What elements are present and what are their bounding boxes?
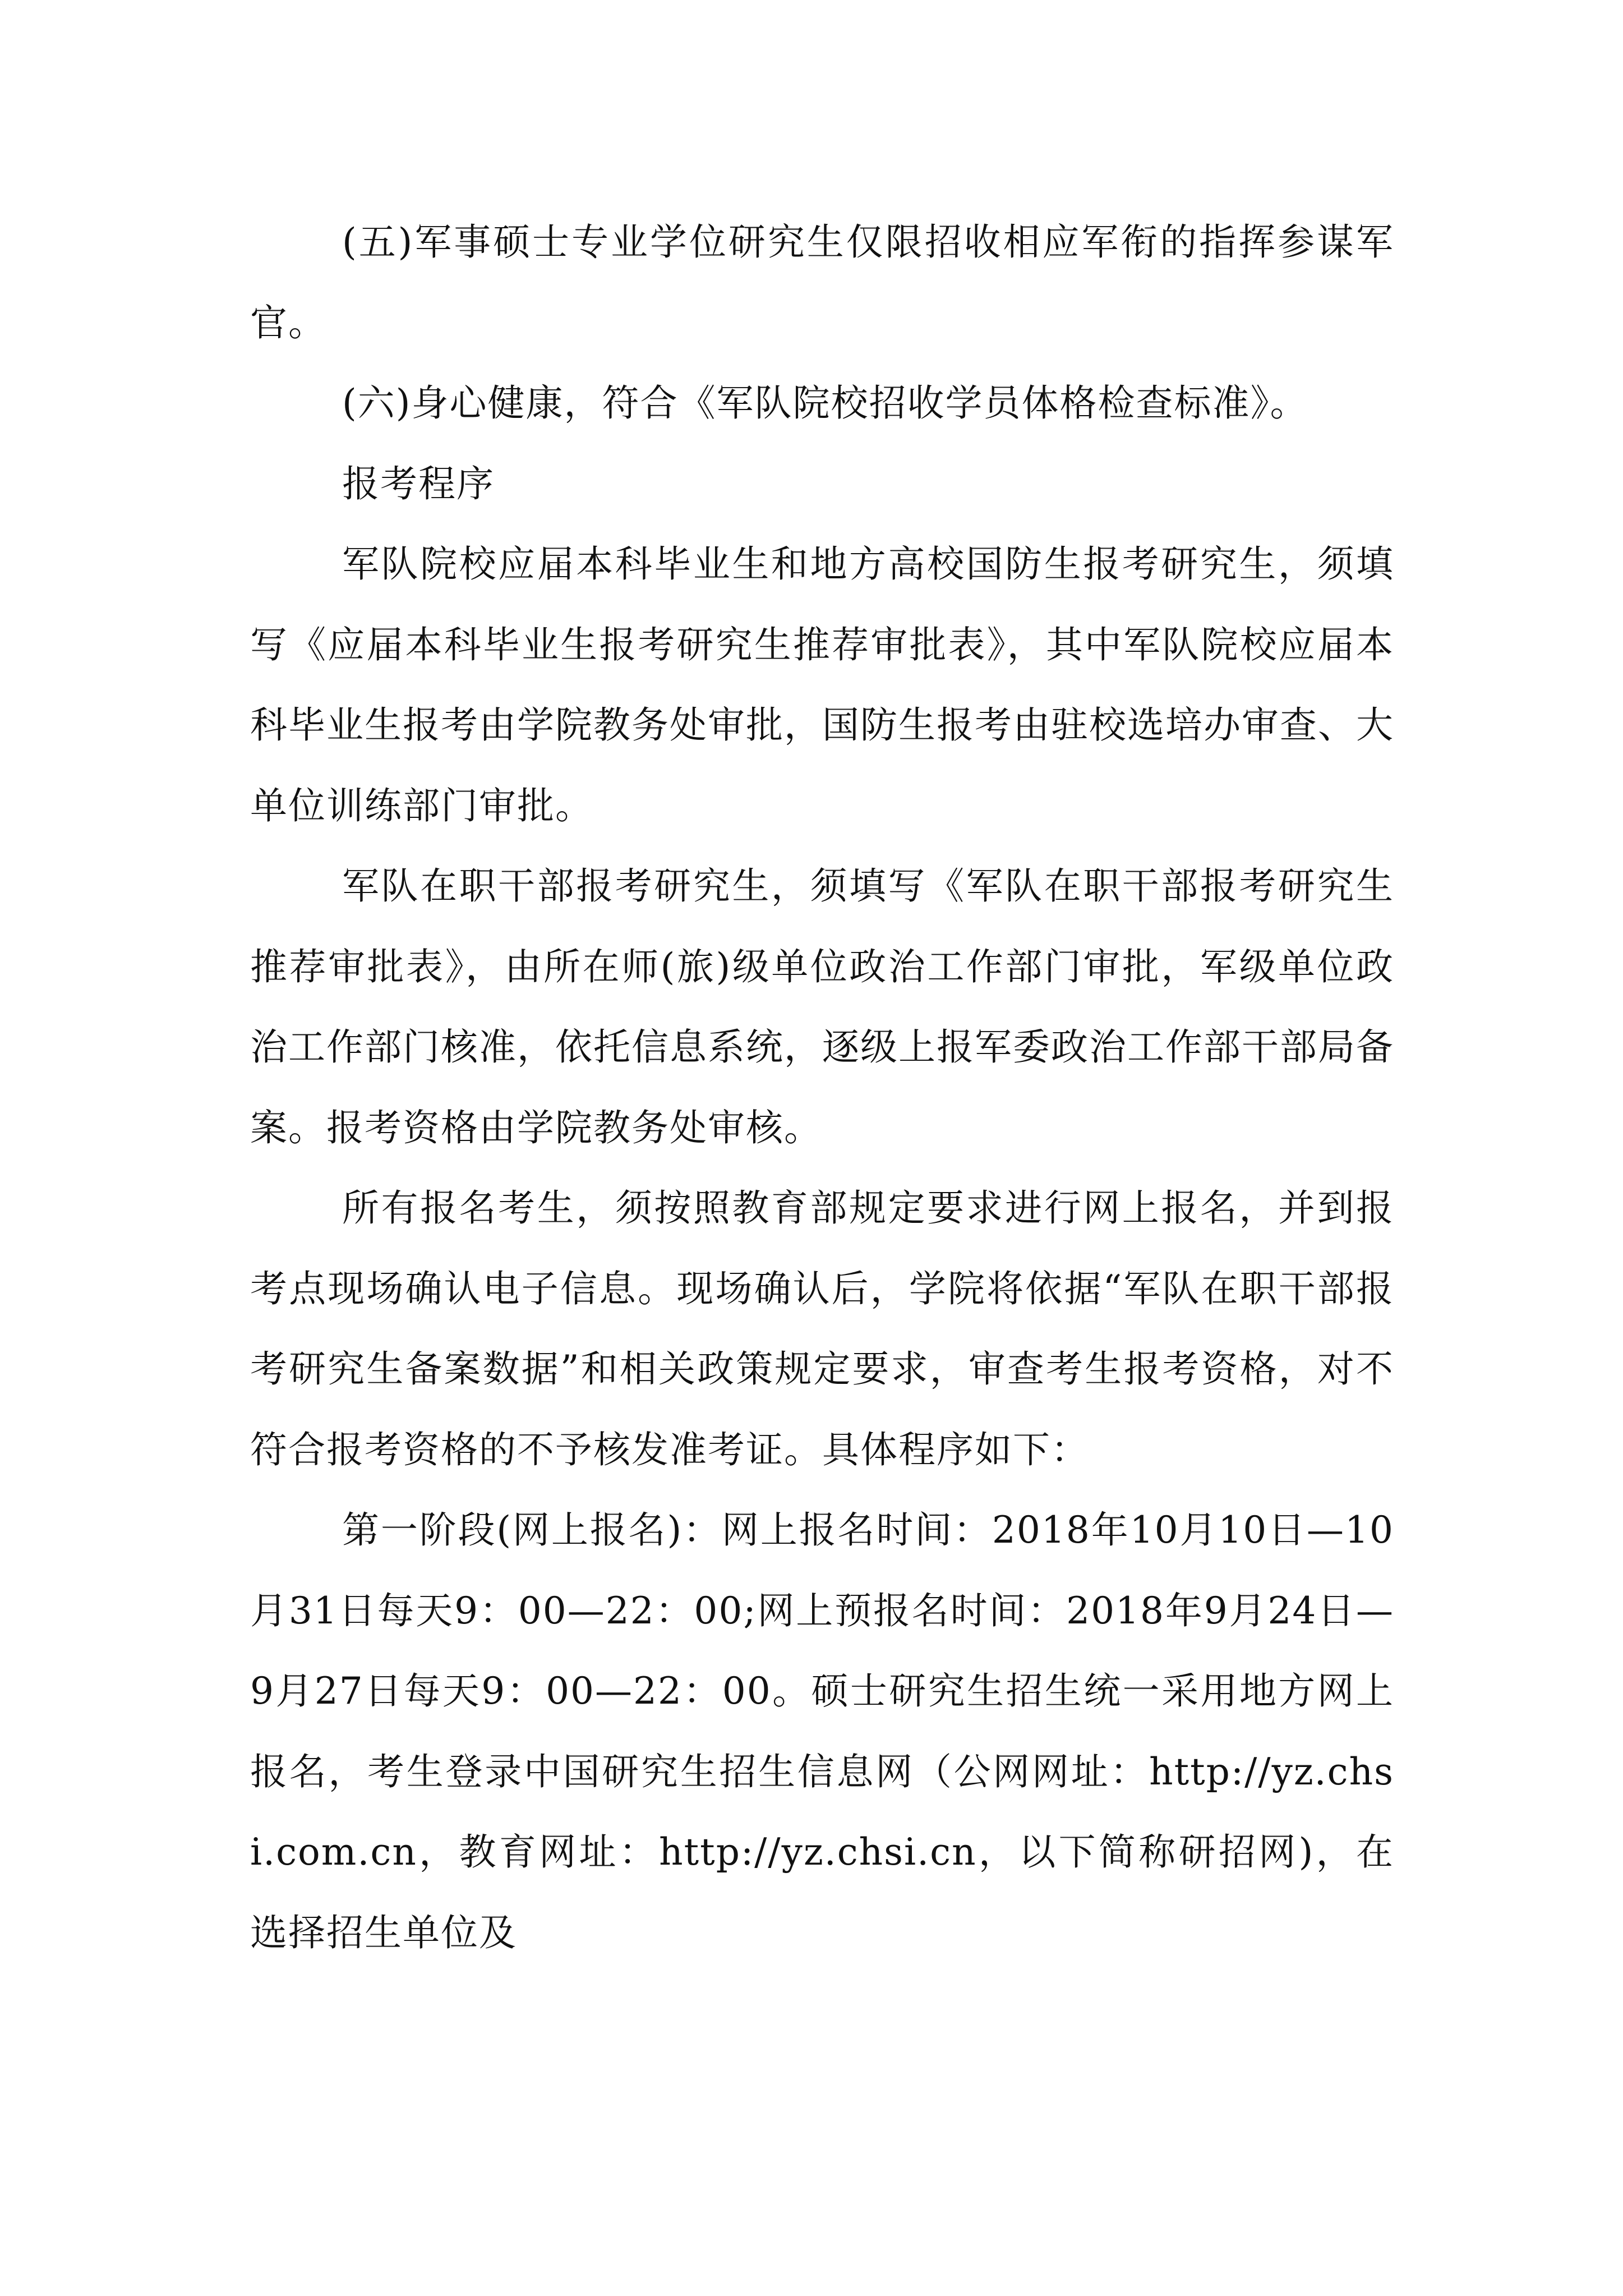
section-heading-application-procedure: 报考程序 (342, 462, 495, 505)
paragraph-stage-one-online-registration: 第一阶段(网上报名)：网上报名时间：2018年10月10日—10月31日每天9：00—22：00;网上预报名时间：2018年9月24日—9月27日每天9：00—22：00。硕士研究生招生统一采用地方网上报名，考生登录中国研究生招生信息网（公网网址：http://yz.chsi.com.cn，教育网址：http://yz.chsi.cn，以下简称研招网)，在选择招生单位及 (250, 1508, 1394, 1954)
paragraph-military-master-eligibility: (五)军事硕士专业学位研究生仅限招收相应军衔的指挥参谋军官。 (250, 220, 1394, 344)
paragraph-serving-officers: 军队在职干部报考研究生，须填写《军队在职干部报考研究生推荐审批表》，由所在师(旅)级单位政治工作部门审批，军级单位政治工作部门核准，依托信息系统，逐级上报军委政治工作部干部局备案。报考资格由学院教务处审核。 (250, 864, 1394, 1149)
paragraph-undergraduate-cadets: 军队院校应届本科毕业生和地方高校国防生报考研究生，须填写《应届本科毕业生报考研究生推荐审批表》，其中军队院校应届本科毕业生报考由学院教务处审批，国防生报考由驻校选培办审查、大单位训练部门审批。 (250, 542, 1394, 827)
paragraph-all-applicants: 所有报名考生，须按照教育部规定要求进行网上报名，并到报考点现场确认电子信息。现场确认后，学院将依据“军队在职干部报考研究生备案数据”和相关政策规定要求，审查考生报考资格，对不符合报考资格的不予核发准考证。具体程序如下： (250, 1186, 1394, 1471)
paragraph-physical-health: (六)身心健康，符合《军队院校招收学员体格检查标准》。 (342, 381, 1308, 425)
document-body (250, 202, 1394, 1973)
